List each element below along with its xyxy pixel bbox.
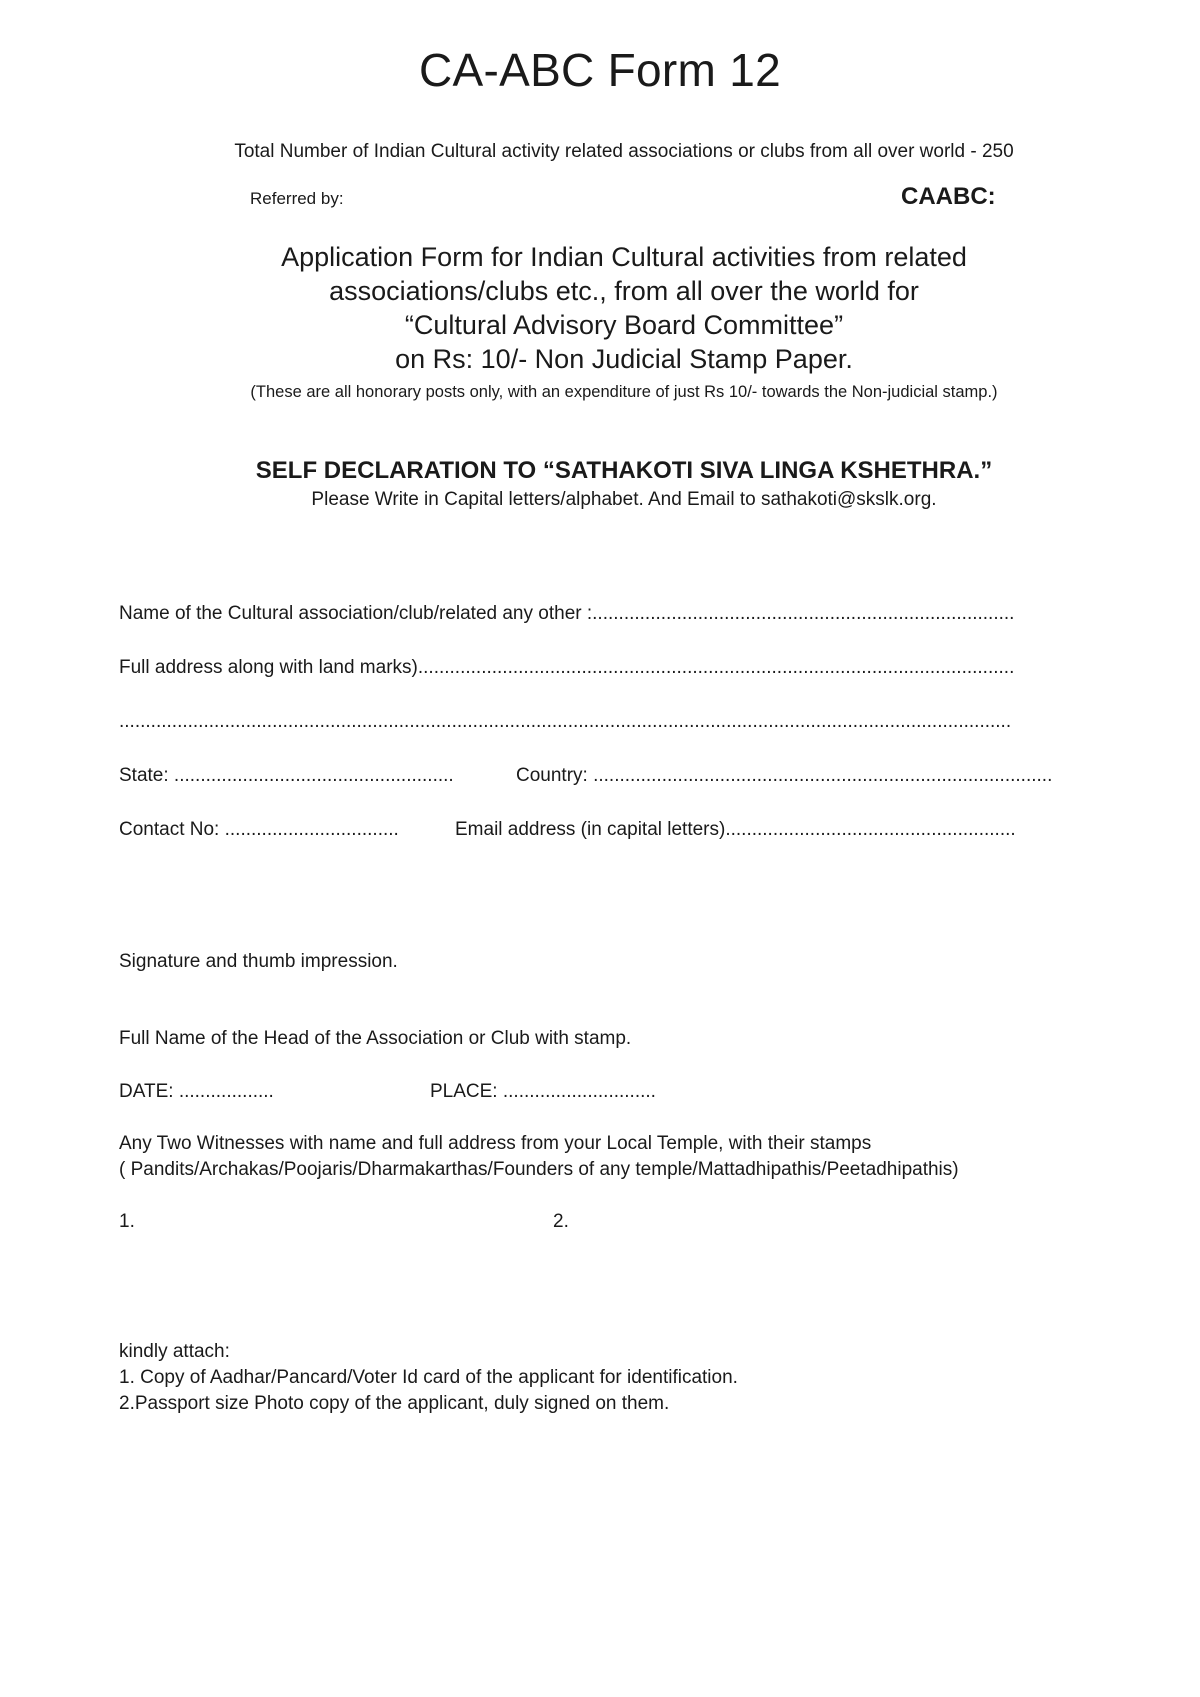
place-field: PLACE: ............................. [430,1081,656,1102]
witnesses-line-2: ( Pandits/Archakas/Poojaris/Dharmakarthas/Founders of any temple/Mattadhipathis/Peetadhipathis) [119,1159,959,1180]
self-declaration-heading: SELF DECLARATION TO “SATHAKOTI SIVA LINGA KSHETHRA.” [255,457,993,484]
application-heading-line-4: on Rs: 10/- Non Judicial Stamp Paper. [395,344,853,374]
contact-no-field: Contact No: ................................. [119,819,399,840]
capital-letters-instruction: Please Write in Capital letters/alphabet. And Email to sathakoti@skslk.org. [311,489,937,510]
application-heading-line-2: associations/clubs etc., from all over the world for [329,276,919,306]
witness-number-1: 1. [119,1211,135,1232]
referred-by-label: Referred by: [250,189,344,208]
witness-number-2: 2. [553,1211,569,1232]
association-name-field: Name of the Cultural association/club/related any other :................................................................................ [119,603,1015,624]
form-title: CA-ABC Form 12 [418,44,782,96]
full-address-field: Full address along with land marks)................................................................................................................. [119,657,1015,678]
application-heading-line-1: Application Form for Indian Cultural activities from related [281,242,967,272]
application-heading [0,240,1200,376]
attach-item-2: 2.Passport size Photo copy of the applicant, duly signed on them. [119,1393,670,1414]
caabc-label: CAABC: [901,183,996,210]
application-heading-line-3: “Cultural Advisory Board Committee” [404,310,844,340]
witnesses-line-1: Any Two Witnesses with name and full address from your Local Temple, with their stamps [119,1133,872,1154]
attach-item-1: 1. Copy of Aadhar/Pancard/Voter Id card of the applicant for identification. [119,1367,738,1388]
date-field: DATE: .................. [119,1081,274,1102]
total-associations-text: Total Number of Indian Cultural activity related associations or clubs from all over world - 250 [234,141,1014,162]
attach-heading: kindly attach: [119,1341,230,1362]
honorary-note: (These are all honorary posts only, with an expenditure of just Rs 10/- towards the Non-judicial stamp.) [250,383,998,401]
email-field: Email address (in capital letters)....................................................... [455,819,1016,840]
state-field: State: ..................................................... [119,765,454,786]
signature-thumb-label: Signature and thumb impression. [119,951,398,972]
head-name-label: Full Name of the Head of the Association or Club with stamp. [119,1028,632,1049]
address-continued-field: ......................................................................................................................................................................... [119,711,1012,732]
country-field: Country: ....................................................................................... [516,765,1053,786]
